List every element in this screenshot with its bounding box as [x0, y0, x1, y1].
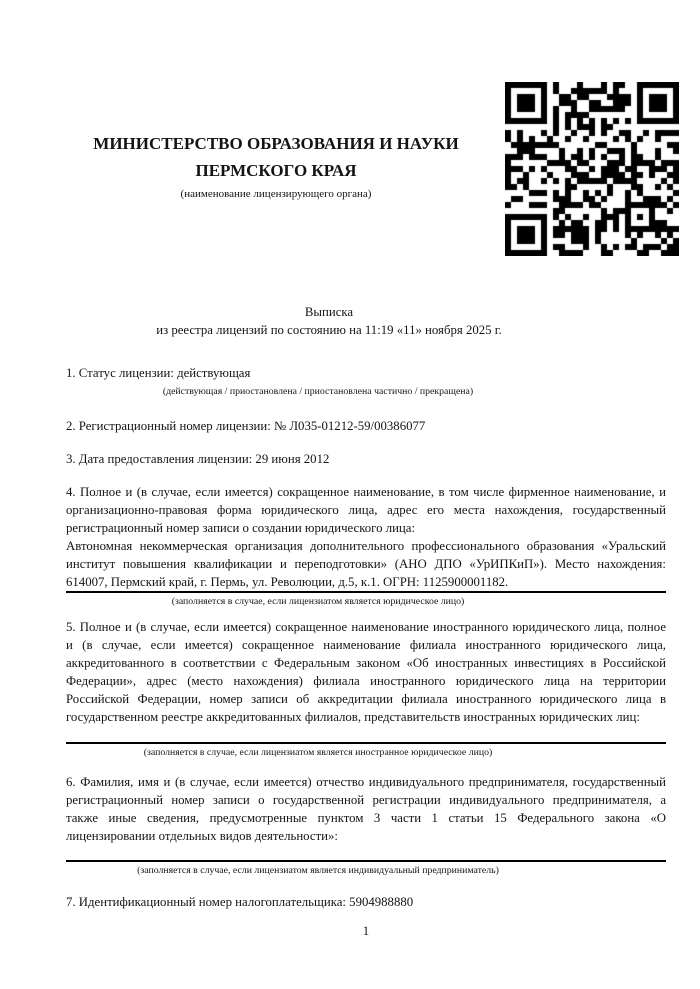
item4-line: институт повышения квалификации и переподготовки» (АНО ДПО «УрИПКиП»). Место нахождения:: [66, 557, 666, 571]
item4-line: 4. Полное и (в случае, если имеется) сокращенное наименование, в том числе фирменное наименование, и: [66, 485, 666, 499]
item6-line: лицензировании отдельных видов деятельности»:: [66, 829, 338, 843]
item4-line: Автономная некоммерческая организация дополнительного профессионального образования «Уральский: [66, 539, 666, 553]
separator-line: [66, 591, 666, 593]
licensing-authority-caption: (наименование лицензирующего органа): [180, 188, 372, 200]
ministry-header: [70, 130, 482, 201]
item-6-individual-entrepreneur: [66, 773, 666, 877]
item6-line: регистрационный номер записи о государственной регистрации индивидуального предпринимателя, а: [66, 793, 666, 807]
separator-line: [66, 860, 666, 862]
license-date-text: 3. Дата предоставления лицензии: 29 июня 2012: [66, 452, 330, 466]
item-5-foreign-entity: [66, 618, 666, 759]
document-title: [66, 303, 592, 339]
item5-line: Российской Федерации, номер записи об аккредитации филиала иностранного юридического лица в: [66, 692, 666, 706]
item5-line: и (в случае, если имеется) сокращенное наименование филиала иностранного юридического лица,: [66, 638, 666, 652]
item5-line: 5. Полное и (в случае, если имеется) сокращенное наименование иностранного юридического лица, полное: [66, 620, 666, 634]
item6-line: 6. Фамилия, имя и (в случае, если имеется) отчество индивидуального предпринимателя, государственный: [66, 775, 666, 789]
qr-code: [505, 82, 679, 256]
license-status-options-note: (действующая / приостановлена / приостановлена частично / прекращена): [162, 386, 474, 397]
registration-number-text: 2. Регистрационный номер лицензии: № Л035-01212-59/00386077: [66, 419, 426, 433]
item-3-license-date: [66, 450, 666, 468]
item-2-registration-number: [66, 417, 666, 435]
doc-title-line1: Выписка: [304, 305, 354, 319]
item5-line: Федерации», адрес (место нахождения) филиала иностранного юридического лица на территории: [66, 674, 666, 688]
ministry-title-line1: МИНИСТЕРСТВО ОБРАЗОВАНИЯ И НАУКИ: [93, 134, 459, 153]
item-1-license-status: [66, 364, 666, 398]
item6-line: также иные сведения, предусмотренные пунктом 3 части 1 статьи 15 Федерального закона «О: [66, 811, 666, 825]
item4-line: регистрационный номер записи о создании юридического лица:: [66, 521, 416, 535]
item4-line: организационно-правовая форма юридического лица, адрес его места нахождения, государственный: [66, 503, 666, 517]
item-7-taxpayer-number: [66, 893, 666, 911]
page-number: 1: [362, 924, 370, 938]
foreign-entity-note: (заполняется в случае, если лицензиатом является иностранное юридическое лицо): [143, 747, 493, 758]
legal-entity-note: (заполняется в случае, если лицензиатом является юридическое лицо): [171, 596, 465, 607]
item5-line: государственном реестре аккредитованных филиалов, представительств иностранных юридических лиц:: [66, 710, 640, 724]
doc-title-line2: из реестра лицензий по состоянию на 11:19 «11» ноября 2025 г.: [156, 323, 502, 337]
item4-line: 614007, Пермский край, г. Пермь, ул. Революции, д.5, к.1. ОГРН: 1125900001182.: [66, 575, 509, 589]
ministry-title-line2: ПЕРМСКОГО КРАЯ: [195, 161, 357, 180]
license-status-text: 1. Статус лицензии: действующая: [66, 366, 251, 380]
individual-entrepreneur-note: (заполняется в случае, если лицензиатом является индивидуальный предприниматель): [137, 865, 499, 876]
taxpayer-number-text: 7. Идентификационный номер налогоплательщика: 5904988880: [66, 895, 414, 909]
item5-line: аккредитованного в соответствии с Федеральным законом «Об иностранных инвестициях в Российской: [66, 656, 666, 670]
separator-line: [66, 742, 666, 744]
item-4-legal-entity: [66, 483, 666, 608]
